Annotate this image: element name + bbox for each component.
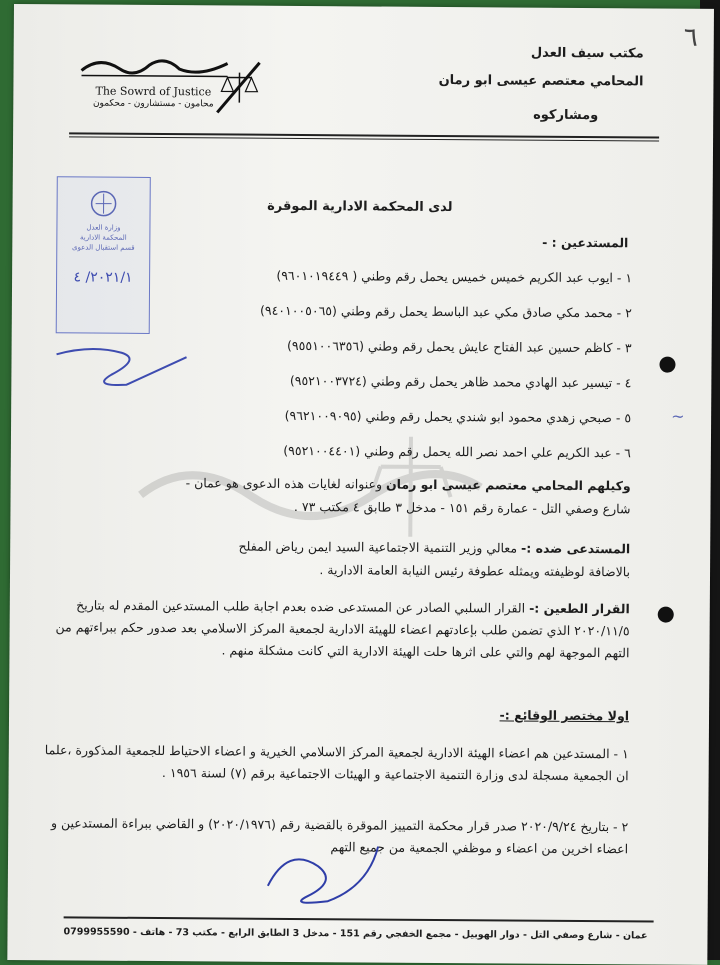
punch-hole-2 bbox=[658, 607, 674, 623]
stamp-handwritten-date: ٢٠٢١/١/ ٤ bbox=[73, 269, 133, 286]
stamp-ministry: وزارة العدل bbox=[86, 223, 121, 232]
respondent-label: المستدعى ضده :- bbox=[521, 540, 631, 557]
facts-heading: اولا مختصر الوقائع :- bbox=[499, 707, 630, 724]
office-line-2: المحامي معتصم عيسى ابو رمان bbox=[438, 72, 644, 90]
document-title: لدى المحكمة الادارية الموقرة bbox=[267, 198, 453, 216]
footer-rule bbox=[64, 916, 654, 922]
petitioner-3: ٣ - كاظم حسين عبد الفتاح عايش يحمل رقم وطني (٩٥٥١٠٠٦٣٥٦) bbox=[287, 337, 632, 356]
emblem-icon bbox=[85, 186, 121, 222]
footer-address: عمان - شارع وصفي التل - دوار الهوبيل - مجمع الخفجي رقم 151 - مدخل 3 الطابق الرابع - مكتب 73 - هاتف - 0799955590 bbox=[63, 926, 648, 942]
agent-line-1 bbox=[186, 475, 631, 493]
stamp-court: المحكمة الادارية bbox=[80, 233, 127, 242]
punch-hole-1 bbox=[659, 357, 675, 373]
lawyer-signature bbox=[258, 826, 389, 917]
respondent-line-1 bbox=[238, 539, 630, 557]
petitioner-5: ٥ - صبحي زهدي محمود ابو شندي يحمل رقم وطني (٩٦٢١٠٠٩٠٩٥) bbox=[284, 407, 632, 426]
signature-stroke bbox=[51, 324, 191, 395]
logo-calligraphy bbox=[79, 50, 229, 81]
logo-english: The Sowrd of Justice bbox=[95, 84, 212, 99]
corner-mark: ٦ bbox=[683, 22, 698, 53]
agent-text-1: وعنوانه لغايات هذه الدعوى هو عمان - bbox=[185, 475, 383, 492]
fact-1: ١ - المستدعين هم اعضاء الهيئة الادارية لجمعية المركز الاسلامي الخيرية و اعضاء الاحتياط للجمعية المذكورة ،علما ان الجمعية مسجلة لدى وزارة التنمية الاجتماعية و الهيئات الاجتماعية برقم (٧) لسنة ١٩٥٦ . bbox=[44, 742, 629, 784]
petitioners-label: المستدعين : - bbox=[542, 234, 629, 251]
agent-label: وكيلهم المحامي معتصم عيسى ابو رمان bbox=[385, 476, 631, 494]
respondent-line-2: بالاضافة لوظيفته ويمثله عطوفة رئيس النيابة العامة الادارية . bbox=[319, 562, 631, 580]
document-page bbox=[7, 4, 714, 965]
logo-text bbox=[83, 84, 223, 111]
agent-line-2: شارع وصفي التل - عمارة رقم ١٥١ - مدخل ٣ طابق ٤ مكتب ٧٣ . bbox=[293, 498, 631, 517]
petitioner-6: ٦ - عبد الكريم علي احمد نصر الله يحمل رقم وطني (٩٥٢١٠٠٤٤٠١) bbox=[283, 442, 631, 461]
petitioner-1: ١ - ايوب عبد الكريم خميس خميس يحمل رقم وطني ( ٩٦٠١٠١٩٤٤٩) bbox=[276, 267, 633, 286]
logo-subtitle: محامون - مستشارون - محكمون bbox=[92, 98, 214, 110]
stamp-receipt: قسم استقبال الدعوى bbox=[72, 243, 135, 252]
office-line-3: ومشاركوه bbox=[533, 107, 599, 124]
petitioner-4: ٤ - تيسير عبد الهادي محمد ظاهر يحمل رقم وطني (٩٥٢١٠٠٣٧٢٤) bbox=[289, 372, 632, 391]
decision-paragraph bbox=[39, 594, 629, 664]
fact-2: ٢ - بتاريخ ٢٠٢٠/٩/٢٤ صدر قرار محكمة التمييز الموقرة بالقضية رقم (٢٠٢٠/١٩٧٦) و القاضي ببراءة المستدعين و اعضاء اخرين من اعضاء و موظفي الجمعية من جميع التهم bbox=[50, 815, 629, 857]
decision-text: القرار السلبي الصادر عن المستدعى ضده بعدم اجابة طلب المستدعين المقدم له بتاريخ ٢٠٢٠/١١/٥ الذي تضمن طلب بإعادتهم اعضاء للهيئة الادارية لجمعية المركز الاسلامي بعد صدور حكم ببراءتهم من التهم الموجهة لهم والتي على اثرها حلت الهيئة الادارية التي كانت مشكلة منهم . bbox=[55, 597, 630, 661]
respondent-text-1: معالي وزير التنمية الاجتماعية السيد ايمن رياض المفلح bbox=[238, 538, 518, 556]
decision-label: القرار الطعين :- bbox=[529, 600, 630, 617]
court-stamp bbox=[56, 176, 151, 334]
office-line-1: مكتب سيف العدل bbox=[530, 45, 644, 62]
margin-mark: ~ bbox=[671, 406, 685, 426]
petitioner-2: ٢ - محمد مكي صادق مكي عبد الباسط يحمل رقم وطني (٩٤٠١٠٠٥٠٦٥) bbox=[259, 302, 632, 321]
